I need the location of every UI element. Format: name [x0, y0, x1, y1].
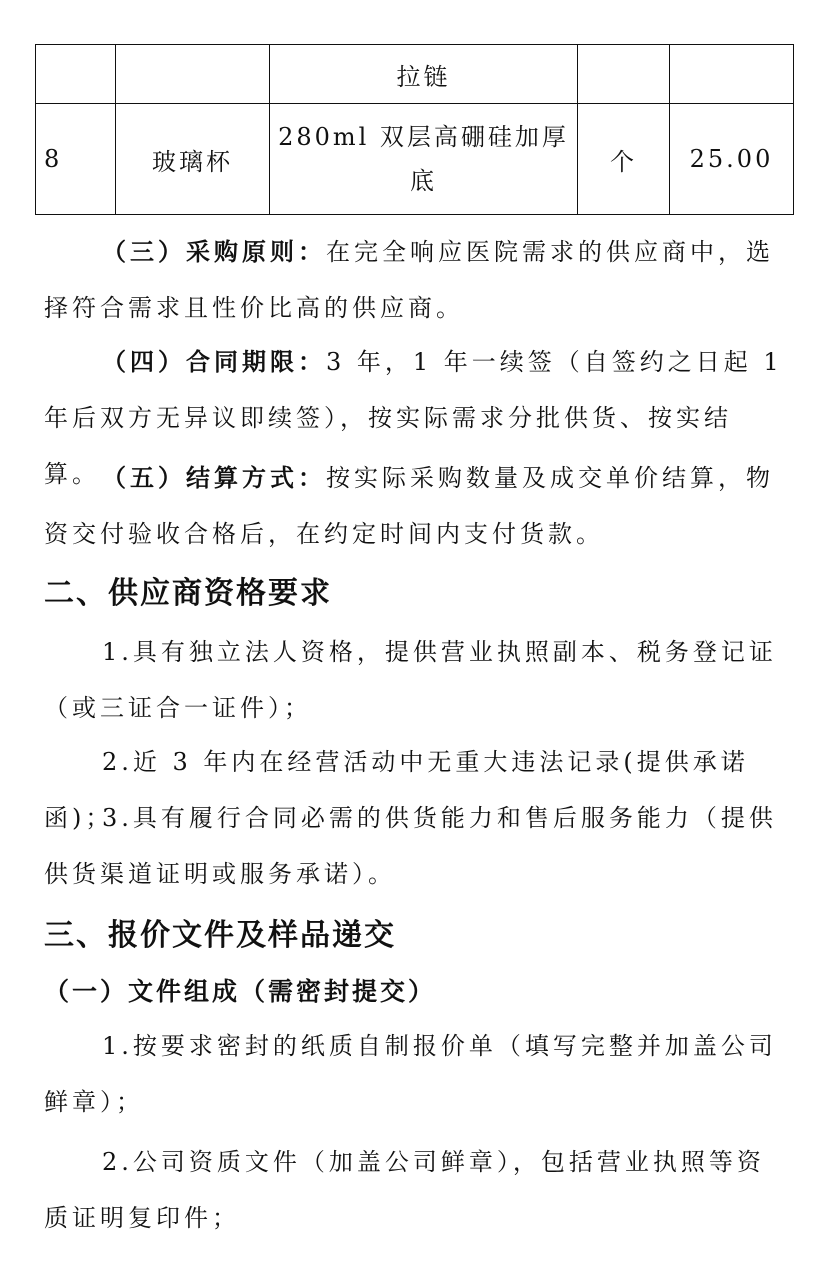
section-heading-quotation-submission: 三、报价文件及样品递交: [44, 918, 396, 953]
table-cell-name: 玻璃杯: [116, 104, 270, 215]
file-item: 1.按要求密封的纸质自制报价单（填写完整并加盖公司鲜章）；: [44, 1032, 777, 1116]
table-cell-number: 8: [36, 104, 116, 215]
table-cell-price: 25.00: [670, 104, 794, 215]
table-cell: [578, 45, 670, 104]
table-row: [36, 45, 794, 104]
principle-label: （三）采购原则：: [102, 237, 326, 266]
table-cell-spec: 拉链: [270, 45, 578, 104]
table-row: [36, 104, 794, 215]
paragraph-principle: [44, 224, 784, 336]
settle-text: 按实际采购数量及成交单价结算，物资交付验收合格后，在约定时间内支付货款。: [44, 464, 774, 548]
file-item: 2.公司资质文件（加盖公司鲜章），包括营业执照等资质证明复印件；: [44, 1148, 765, 1232]
qualification-item: 2.近 3 年内在经营活动中无重大违法记录(提供承诺函)；: [44, 748, 749, 832]
section-heading-supplier-qualification: 二、供应商资格要求: [44, 576, 332, 611]
table-cell-unit: 个: [578, 104, 670, 215]
term-text: 3 年，1 年一续签（自签约之日起 1 年后双方无异议即续签），按实际需求分批供货、按实结算。: [44, 348, 783, 488]
table-cell: [670, 45, 794, 104]
spec-line: 底: [410, 167, 437, 195]
sub-heading-file-composition: （一）文件组成（需密封提交）: [44, 977, 437, 1006]
spec-line: 280ml 双层高硼硅加厚: [278, 123, 569, 151]
principle-text: 在完全响应医院需求的供应商中，选择符合需求且性价比高的供应商。: [44, 238, 774, 322]
term-label: （四）合同期限：: [102, 347, 326, 376]
table-cell-spec: [270, 104, 578, 215]
table-cell: [36, 45, 116, 104]
items-table: [35, 44, 794, 215]
settle-label: （五）结算方式：: [102, 463, 326, 492]
qualification-item: 1.具有独立法人资格，提供营业执照副本、税务登记证（或三证合一证件）；: [44, 638, 777, 722]
table-cell: [116, 45, 270, 104]
qualification-item: 3.具有履行合同必需的供货能力和售后服务能力（提供供货渠道证明或服务承诺）。: [44, 804, 777, 888]
paragraph-settlement: [44, 450, 784, 562]
